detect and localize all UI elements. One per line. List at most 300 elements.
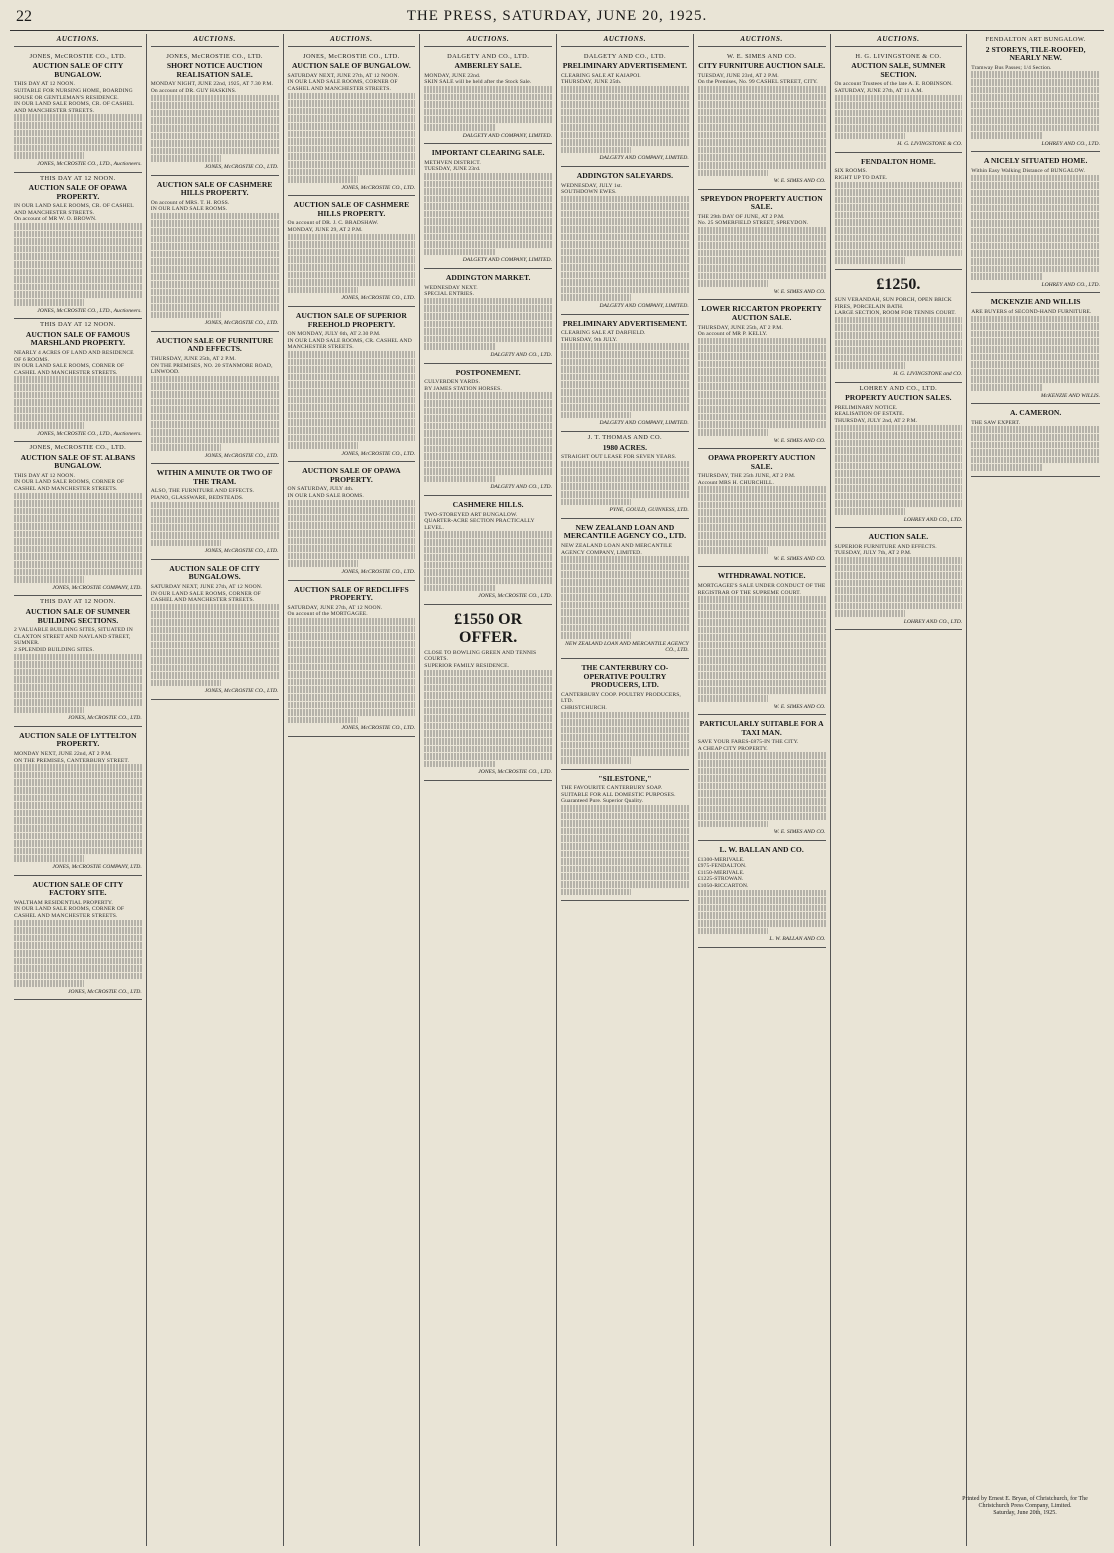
advertisement xyxy=(288,462,416,580)
ad-line: IN OUR LAND SALE ROOMS. xyxy=(287,493,364,500)
small-print xyxy=(835,219,963,226)
ad-signature: JONES, McCROSTIE CO., LTD. xyxy=(341,569,416,575)
small-print xyxy=(698,517,826,524)
small-print xyxy=(288,138,416,145)
ad-line: On account of DR. J. C. BRADSHAW. xyxy=(287,220,379,227)
small-print xyxy=(561,579,689,586)
small-print xyxy=(698,695,768,702)
small-print xyxy=(288,442,358,449)
small-print xyxy=(14,399,142,406)
small-print xyxy=(971,369,1100,376)
small-print xyxy=(288,435,416,442)
small-print xyxy=(561,147,631,154)
ad-signature: JONES, McCROSTIE CO., LTD. xyxy=(204,548,279,555)
small-print xyxy=(561,294,631,301)
ad-signature: DALGETY AND COMPANY, LIMITED. xyxy=(599,303,689,309)
small-print xyxy=(561,499,631,506)
small-print xyxy=(288,522,416,529)
small-print xyxy=(424,298,552,305)
small-print xyxy=(971,212,1100,219)
small-print xyxy=(971,449,1100,456)
advertisement xyxy=(151,176,279,332)
advertisement xyxy=(151,464,279,560)
small-print xyxy=(288,123,416,130)
small-print xyxy=(835,102,963,109)
small-print xyxy=(561,389,689,396)
small-print xyxy=(561,625,689,632)
small-print xyxy=(288,427,416,434)
ad-headline: AUCTION SALE OF FAMOUS MARSHLAND PROPERTY. xyxy=(25,329,130,348)
ad-line: THURSDAY, JUNE 25th. xyxy=(561,79,622,86)
small-print xyxy=(698,509,826,516)
small-print xyxy=(835,610,905,617)
small-print xyxy=(14,500,142,507)
small-print xyxy=(14,840,142,847)
small-print xyxy=(151,148,279,155)
small-print xyxy=(14,414,142,421)
small-print xyxy=(561,594,689,601)
small-print xyxy=(971,250,1100,257)
small-print xyxy=(14,692,142,699)
small-print xyxy=(288,641,416,648)
ad-signature: JONES, McCROSTIE COMPANY, LTD. xyxy=(52,584,142,591)
small-print xyxy=(835,117,963,124)
small-print xyxy=(424,392,552,399)
small-print xyxy=(14,855,84,862)
small-print xyxy=(288,146,416,153)
small-print xyxy=(14,238,142,245)
small-print xyxy=(14,376,142,383)
small-print xyxy=(835,324,963,331)
ad-headline: AUCTION SALE, SUMNER SECTION. xyxy=(851,61,946,79)
small-print xyxy=(14,114,142,121)
ad-line: MONDAY, JUNE 22nd. xyxy=(424,72,481,79)
small-print xyxy=(151,220,279,227)
small-print xyxy=(835,182,963,189)
small-print xyxy=(424,547,552,554)
advertisement xyxy=(424,144,552,269)
small-print xyxy=(971,228,1100,235)
ad-headline: PRELIMINARY ADVERTISEMENT. xyxy=(562,61,688,71)
small-print xyxy=(835,95,963,102)
advertisement xyxy=(698,449,826,567)
ad-headline: AMBERLEY SALE. xyxy=(454,61,522,71)
column-6 xyxy=(694,34,831,1546)
small-print xyxy=(971,376,1100,383)
small-print xyxy=(835,317,963,324)
ad-line: SAVE YOUR FARES-£875-IN THE CITY. xyxy=(697,739,799,746)
small-print xyxy=(698,338,826,345)
ad-firm: JONES, McCROSTIE CO., LTD. xyxy=(29,444,127,452)
ad-line: IN OUR LAND SALE ROOMS, CORNER OF CASHEL AND MANCHESTER STREETS. xyxy=(150,590,261,604)
small-print xyxy=(698,627,826,634)
small-print xyxy=(561,820,689,827)
advertisement xyxy=(698,715,826,841)
advertisement xyxy=(698,300,826,449)
small-print xyxy=(971,175,1100,182)
ad-line: No. 25 SOMERFIELD STREET, SPREYDON. xyxy=(697,220,809,227)
small-print xyxy=(424,101,552,108)
small-print xyxy=(288,256,416,263)
small-print xyxy=(561,249,689,256)
ad-line: NEARLY 4 ACRES OF LAND AND RESIDENCE OF 6 ROOMS. xyxy=(14,349,134,363)
small-print xyxy=(151,509,279,516)
ad-line: TUESDAY, JUNE 23rd, AT 2 P.M. xyxy=(697,72,779,79)
small-print xyxy=(561,124,689,131)
ad-headline: ADDINGTON MARKET. xyxy=(445,273,531,283)
ad-line: 2 SPLENDID BUILDING SITES. xyxy=(14,646,94,653)
small-print xyxy=(14,276,142,283)
small-print xyxy=(698,890,826,897)
small-print xyxy=(288,717,358,724)
ad-headline: ADDINGTON SALEYARDS. xyxy=(576,170,673,180)
small-print xyxy=(14,958,142,965)
small-print xyxy=(424,249,494,256)
small-print xyxy=(698,345,826,352)
ad-line: Account MRS H. CHURCHILL. xyxy=(697,479,775,486)
ad-headline: A. CAMERON. xyxy=(1009,408,1062,418)
ad-line: On account of the MORTGAGEE. xyxy=(287,611,368,618)
small-print xyxy=(14,935,142,942)
ad-line: On account of MR P. KELLY. xyxy=(697,331,768,338)
small-print xyxy=(698,790,826,797)
small-print xyxy=(561,873,689,880)
small-print xyxy=(288,100,416,107)
ad-firm: THIS DAY AT 12 NOON. xyxy=(40,598,116,606)
small-print xyxy=(835,340,963,347)
ad-line: MONDAY NIGHT, JUNE 22nd, 1925, AT 7.30 P.M. xyxy=(150,81,273,88)
ad-signature: L. W. BALLAN AND CO. xyxy=(769,936,826,943)
small-print xyxy=(151,642,279,649)
ad-headline: 2 STOREYS, TILE-ROOFED, NEARLY NEW. xyxy=(985,44,1086,63)
small-print xyxy=(288,560,358,567)
small-print xyxy=(698,905,826,912)
small-print xyxy=(971,338,1100,345)
ad-signature: JONES, McCROSTIE CO., LTD., Auctioneers. xyxy=(37,307,142,314)
small-print xyxy=(424,116,552,123)
column-heading: AUCTIONS. xyxy=(835,34,963,47)
small-print xyxy=(561,564,689,571)
small-print xyxy=(835,110,963,117)
ad-signature: JONES, McCROSTIE CO., LTD. xyxy=(341,725,416,732)
small-print xyxy=(14,508,142,515)
small-print xyxy=(14,965,142,972)
small-print xyxy=(835,557,963,564)
small-print xyxy=(835,595,963,602)
small-print xyxy=(14,772,142,779)
ad-line: ON MONDAY, JULY 6th, AT 2.30 P.M. xyxy=(287,331,381,338)
small-print xyxy=(835,603,963,610)
small-print xyxy=(835,362,905,369)
small-print xyxy=(151,532,279,539)
small-print xyxy=(698,124,826,131)
small-print xyxy=(561,556,689,563)
small-print xyxy=(424,476,494,483)
small-print xyxy=(424,468,552,475)
ad-headline: "SILESTONE," xyxy=(598,773,652,783)
small-print xyxy=(698,273,826,280)
small-print xyxy=(424,738,552,745)
small-print xyxy=(151,258,279,265)
small-print xyxy=(698,170,768,177)
small-print xyxy=(835,455,963,462)
small-print xyxy=(971,182,1100,189)
small-print xyxy=(151,236,279,243)
small-print xyxy=(151,376,279,383)
ad-line: ON SATURDAY, JULY 4th. xyxy=(287,486,354,493)
ad-headline: AUCTION SALE OF CITY BUNGALOW. xyxy=(32,61,124,79)
small-print xyxy=(288,131,416,138)
small-print xyxy=(698,665,826,672)
ad-line: SATURDAY NEXT, JUNE 27th, AT 12 NOON. xyxy=(150,584,263,590)
small-print xyxy=(835,565,963,572)
small-print xyxy=(971,316,1100,323)
small-print xyxy=(698,672,826,679)
advertisement xyxy=(288,307,416,462)
ad-line: SATURDAY NEXT, JUNE 27th, AT 12 NOON. xyxy=(287,72,400,79)
small-print xyxy=(424,241,552,248)
small-print xyxy=(561,86,689,93)
small-print xyxy=(971,464,1042,471)
small-print xyxy=(561,139,689,146)
ad-line: On account Trustees of the late A. E. ROBINSON. xyxy=(834,81,953,88)
small-print xyxy=(698,154,826,161)
small-print xyxy=(151,102,279,109)
masthead xyxy=(0,6,1114,28)
small-print xyxy=(698,235,826,242)
small-print xyxy=(151,406,279,413)
advertisement xyxy=(561,432,689,519)
small-print xyxy=(561,374,689,381)
small-print xyxy=(14,493,142,500)
small-print xyxy=(698,162,826,169)
small-print xyxy=(288,648,416,655)
small-print xyxy=(698,596,826,603)
ad-headline: L. W. BALLAN AND CO. xyxy=(719,845,804,854)
ad-line: IN OUR LAND SALE ROOMS, CORNER OF CASHEL AND MANCHESTER STREETS. xyxy=(14,906,125,919)
small-print xyxy=(151,517,279,524)
small-print xyxy=(835,355,963,362)
ad-headline: AUCTION SALE OF BUNGALOW. xyxy=(291,61,411,71)
small-print xyxy=(151,540,221,547)
small-print xyxy=(151,312,221,319)
small-print xyxy=(288,272,416,279)
small-print xyxy=(835,235,963,242)
small-print xyxy=(424,94,552,101)
advertisement xyxy=(14,51,142,173)
ad-line: CANTERBURY COOP. POULTRY PRODUCERS, LTD. xyxy=(561,691,681,705)
small-print xyxy=(151,213,279,220)
ad-headline: AUCTION SALE. xyxy=(868,532,929,542)
small-print xyxy=(151,604,279,611)
small-print xyxy=(698,547,768,554)
small-print xyxy=(288,359,416,366)
small-print xyxy=(424,86,552,93)
small-print xyxy=(151,155,221,162)
ad-line: IN OUR LAND SALE ROOMS, CORNER OF CASHEL AND MANCHESTER STREETS. xyxy=(14,479,125,493)
small-print xyxy=(14,553,142,560)
small-print xyxy=(561,404,689,411)
small-print xyxy=(288,664,416,671)
ad-headline: AUCTION SALE OF LYTTELTON PROPERTY. xyxy=(19,730,137,749)
small-print xyxy=(561,476,689,483)
small-print xyxy=(698,132,826,139)
small-print xyxy=(561,241,689,248)
ad-signature: JONES, McCROSTIE CO., LTD. xyxy=(341,295,416,302)
small-print xyxy=(561,279,689,286)
ad-line: SATURDAY, JUNE 27th, AT 12 NOON. xyxy=(287,604,383,611)
small-print xyxy=(424,708,552,715)
small-print xyxy=(151,274,279,281)
small-print xyxy=(14,246,142,253)
small-print xyxy=(14,145,142,152)
small-print xyxy=(971,117,1100,124)
small-print xyxy=(835,440,963,447)
small-print xyxy=(698,680,826,687)
small-print xyxy=(561,835,689,842)
small-print xyxy=(971,273,1042,280)
small-print xyxy=(424,746,552,753)
small-print xyxy=(698,376,826,383)
ad-line: THIS DAY AT 12 NOON. xyxy=(14,472,75,479)
small-print xyxy=(698,821,768,828)
small-print xyxy=(424,761,494,768)
ad-line: SUITABLE FOR NURSING HOME, BOARDING HOUSE OR GENTLEMAN'S RESIDENCE. xyxy=(14,87,133,101)
small-print xyxy=(424,408,552,415)
small-print xyxy=(561,366,689,373)
small-print xyxy=(698,604,826,611)
small-print xyxy=(424,685,552,692)
advertisement xyxy=(151,332,279,465)
column-2 xyxy=(147,34,284,1546)
ad-firm: THIS DAY AT 12 NOON. xyxy=(40,174,116,182)
small-print xyxy=(151,421,279,428)
small-print xyxy=(835,257,905,264)
small-print xyxy=(424,218,552,225)
ad-line: THE SAW EXPERT. xyxy=(971,419,1021,426)
small-print xyxy=(14,152,84,159)
ad-line: IN OUR LAND SALE ROOMS, CORNER OF CASHEL AND MANCHESTER STREETS. xyxy=(14,363,125,376)
ad-line: PRELIMINARY NOTICE. xyxy=(834,404,898,411)
small-print xyxy=(14,130,142,137)
column-heading: AUCTIONS. xyxy=(561,34,689,47)
small-print xyxy=(561,203,689,210)
small-print xyxy=(971,258,1100,265)
advertisement xyxy=(14,442,142,596)
ad-line: £1150-MERIVALE. xyxy=(697,869,745,876)
small-print xyxy=(288,287,358,294)
small-print xyxy=(971,109,1100,116)
small-print xyxy=(561,609,689,616)
small-print xyxy=(698,242,826,249)
small-print xyxy=(151,281,279,288)
ad-line: SATURDAY, JUNE 27th, AT 11 A.M. xyxy=(834,87,923,94)
advertisement xyxy=(561,51,689,167)
small-print xyxy=(561,412,631,419)
small-print xyxy=(288,389,416,396)
small-print xyxy=(561,226,689,233)
small-print xyxy=(561,889,631,896)
small-print xyxy=(288,115,416,122)
small-print xyxy=(835,572,963,579)
small-print xyxy=(698,540,826,547)
small-print xyxy=(424,700,552,707)
small-print xyxy=(561,602,689,609)
ad-headline: THE CANTERBURY CO-OPERATIVE POULTRY PRODUCERS, LTD. xyxy=(581,662,669,690)
small-print xyxy=(561,256,689,263)
small-print xyxy=(698,806,826,813)
ad-signature: JONES, McCROSTIE CO., LTD. xyxy=(478,593,552,600)
small-print xyxy=(14,676,142,683)
small-print xyxy=(14,422,84,429)
small-print xyxy=(698,532,826,539)
ad-line: Tramway Bus Passes; 1/4 Section. xyxy=(971,64,1052,71)
small-print xyxy=(288,538,416,545)
small-print xyxy=(698,368,826,375)
small-print xyxy=(14,942,142,949)
small-print xyxy=(561,468,689,475)
small-print xyxy=(698,634,826,641)
small-print xyxy=(698,116,826,123)
small-print xyxy=(14,561,142,568)
small-print xyxy=(971,331,1100,338)
small-print xyxy=(698,494,826,501)
small-print xyxy=(14,538,142,545)
top-rule xyxy=(10,30,1104,31)
imprint-line: Saturday, June 20th, 1925. xyxy=(993,1510,1057,1516)
small-print xyxy=(288,108,416,115)
small-print xyxy=(561,805,689,812)
small-print xyxy=(424,343,494,350)
small-print xyxy=(971,205,1100,212)
ad-headline: £1550 OR OFFER. xyxy=(454,610,523,646)
ad-line: MONDAY, JUNE 29, AT 2 P.M. xyxy=(287,227,363,234)
ad-line: On account of DR. GUY HASKINS. xyxy=(150,87,237,94)
column-5 xyxy=(557,34,694,1546)
ad-signature: DALGETY AND COMPANY, LIMITED. xyxy=(599,420,689,427)
small-print xyxy=(424,203,552,210)
ad-line: IN OUR LAND SALE ROOMS. xyxy=(150,206,228,213)
advertisement xyxy=(698,841,826,948)
small-print xyxy=(151,110,279,117)
small-print xyxy=(424,400,552,407)
small-print xyxy=(424,562,552,569)
small-print xyxy=(151,680,221,687)
small-print xyxy=(971,266,1100,273)
small-print xyxy=(424,569,552,576)
advertisement xyxy=(288,51,416,197)
ad-headline: AUCTION SALE OF CITY BUNGALOWS. xyxy=(169,563,260,582)
small-print xyxy=(698,406,826,413)
ad-line: On account of MR W. O. BROWN. xyxy=(14,216,97,223)
small-print xyxy=(288,241,416,248)
small-print xyxy=(561,851,689,858)
small-print xyxy=(14,795,142,802)
ad-line: £1225-STROWAN. xyxy=(697,876,744,883)
small-print xyxy=(424,423,552,430)
ad-headline: AUCTION SALE OF OPAWA PROPERTY. xyxy=(28,183,128,201)
ad-line: THE 29th DAY OF JUNE, AT 2 P.M. xyxy=(697,213,785,220)
ad-signature: W. E. SIMES AND CO. xyxy=(773,555,826,562)
small-print xyxy=(14,291,142,298)
small-print xyxy=(698,383,826,390)
small-print xyxy=(561,843,689,850)
ad-line: THIS DAY AT 12 NOON. xyxy=(14,81,75,88)
ad-line: SUPERIOR FURNITURE AND EFFECTS. xyxy=(834,543,937,550)
small-print xyxy=(151,649,279,656)
small-print xyxy=(561,234,689,241)
small-print xyxy=(698,752,826,759)
